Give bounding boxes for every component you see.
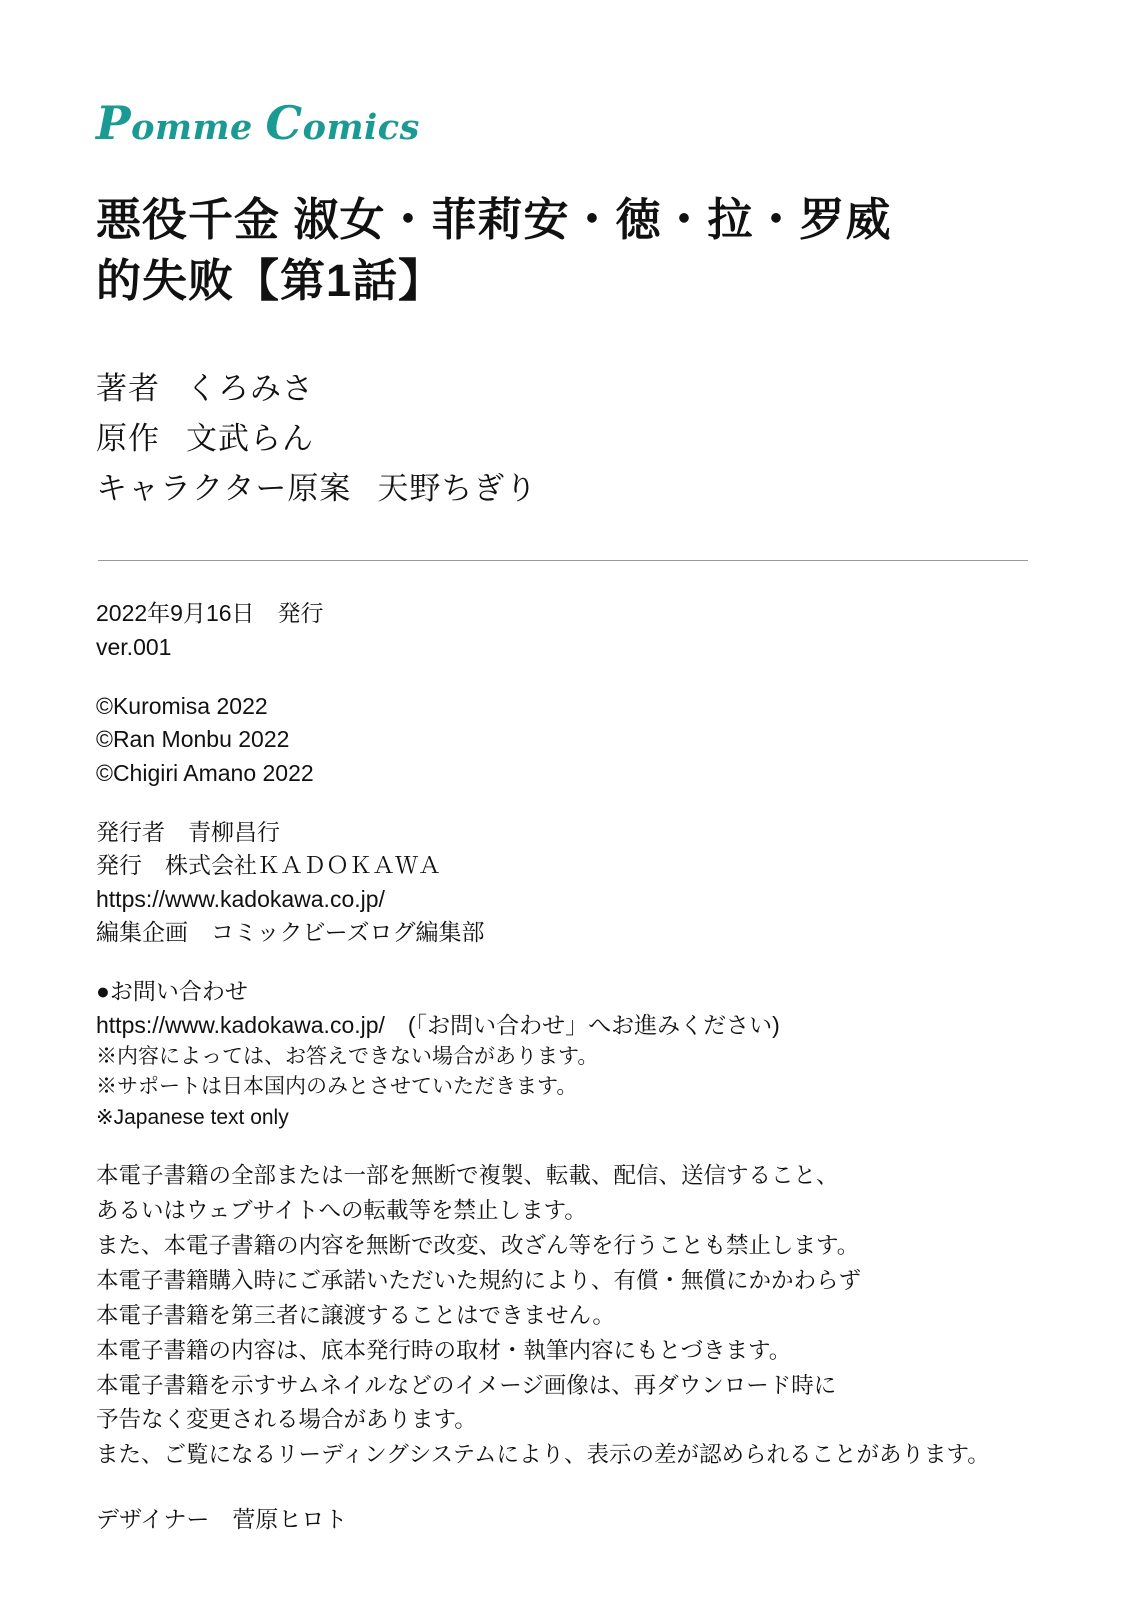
credit-row [96, 414, 1029, 464]
publisher-person: 発行者 青柳昌行 [96, 818, 280, 845]
divider [98, 560, 1028, 561]
publisher-company: 発行 株式会社ＫＡＤＯＫＡＷＡ [96, 852, 441, 879]
copyright-line: ©Kuromisa 2022 [96, 692, 268, 719]
credit-value: 文武らん [186, 420, 314, 456]
colophon-block [96, 597, 1029, 1536]
publisher-logo-text: Pomme Comics [96, 96, 420, 150]
legal-line: 本電子書籍の全部または一部を無断で複製、転載、配信、送信すること、 [96, 1163, 839, 1189]
contact-info [96, 975, 1029, 1133]
contact-heading: ●お問い合わせ [96, 978, 248, 1005]
legal-line: また、本電子書籍の内容を無断で改変、改ざん等を行うことも禁止します。 [96, 1233, 860, 1258]
contact-url-line[interactable]: https://www.kadokawa.co.jp/ (「お問い合わせ」へお進みください) [96, 1011, 780, 1038]
legal-line: 本電子書籍購入時にご承諾いただいた規約により、有償・無償にかかわらず [96, 1267, 862, 1293]
contact-note: ※内容によっては、お答えできない場合があります。 [96, 1044, 599, 1068]
copyright-info [96, 690, 1029, 790]
contact-note: ※サポートは日本国内のみとさせていただきます。 [96, 1075, 578, 1099]
credit-value: 天野ちぎり [377, 470, 538, 506]
version: ver.001 [96, 633, 172, 660]
credit-label: 著者 [96, 370, 160, 406]
credits-list [96, 364, 1029, 515]
credit-row [96, 364, 1029, 414]
publication-date: 2022年9月16日 発行 [96, 600, 324, 627]
credit-label: 原作 [96, 420, 160, 456]
legal-line: 本電子書籍を第三者に譲渡することはできません。 [96, 1302, 615, 1328]
credit-label: キャラクター原案 [96, 470, 352, 506]
legal-line: あるいはウェブサイトへの転載等を禁止します。 [96, 1198, 587, 1224]
legal-notice [96, 1159, 1029, 1473]
legal-line: 本電子書籍を示すサムネイルなどのイメージ画像は、再ダウンロード時に [96, 1372, 837, 1398]
contact-note: ※Japanese text only [96, 1105, 289, 1129]
publisher-url[interactable]: https://www.kadokawa.co.jp/ [96, 885, 385, 912]
publisher-info [96, 816, 1029, 949]
publisher-logo [96, 96, 1029, 150]
designer-credit: デザイナー 菅原ヒロト [96, 1506, 348, 1533]
credit-row [96, 464, 1029, 514]
editorial-department: 編集企画 コミックビーズログ編集部 [96, 918, 485, 945]
page-title: 悪役千金 淑女・菲莉安・徳・拉・罗威的失败【第1話】 [96, 194, 892, 306]
legal-line: また、ご覧になるリーディングシステムにより、表示の差が認められることがあります。 [96, 1442, 990, 1468]
credit-value: くろみさ [186, 370, 314, 406]
copyright-line: ©Chigiri Amano 2022 [96, 759, 314, 786]
legal-line: 予告なく変更される場合があります。 [96, 1407, 477, 1433]
publication-info [96, 597, 1029, 664]
copyright-line: ©Ran Monbu 2022 [96, 726, 290, 753]
legal-line: 本電子書籍の内容は、底本発行時の取材・執筆内容にもとづきます。 [96, 1337, 792, 1363]
